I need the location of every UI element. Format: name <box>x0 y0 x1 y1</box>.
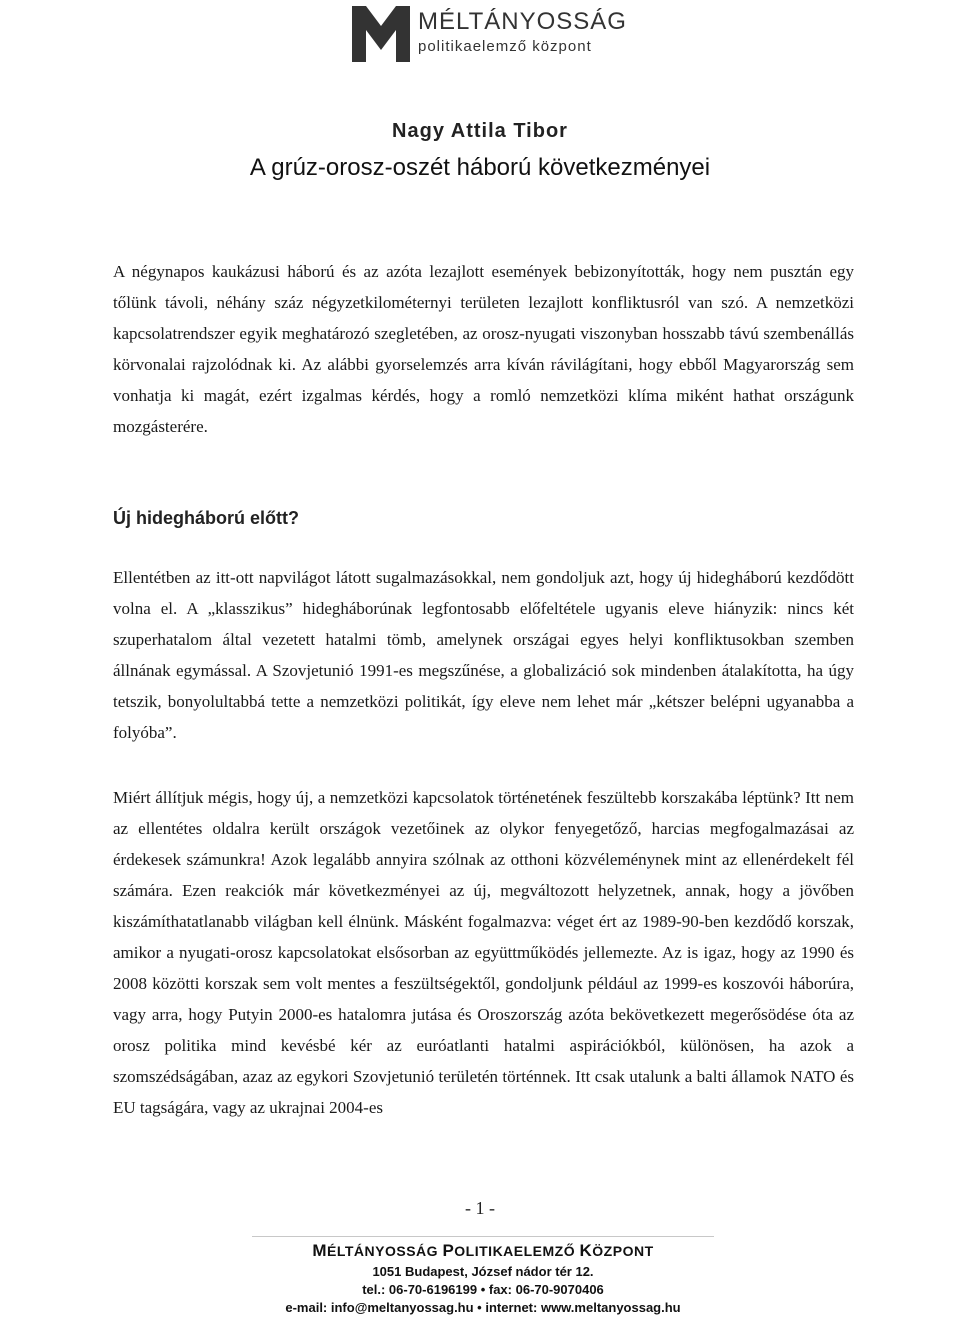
article-title: A grúz-orosz-oszét háború következményei <box>249 154 711 181</box>
footer-address: 1051 Budapest, József nádor tér 12. <box>372 1264 594 1279</box>
logo-subtitle: politikaelemző központ <box>418 38 592 55</box>
paragraph-3: Miért állítjuk mégis, hogy új, a nemzetközi kapcsolatok történetének feszültebb korszakába léptünk? Itt nem az ellentétes oldalra került országok vezetőinek az olykor fenyegetőző, harcias megfogalmazásai az érdekesek számunkra! Azok legalább annyira szólnak az otthoni közvéleménynek mint az ellenérdekelt fél számára. Ezen reakciók már következményei az új, megváltozott helyzetnek, annak, hogy a jövőben kiszámíthatatlanabb világban kell élnünk. Másként fogalmazva: véget ért az 1989-90-ben kezdődő korszak, amikor a nyugati-orosz kapcsolatokat elsősorban az együttműködés jellemezte. Az is igaz, hogy az 1990 és 2008 közötti korszak sem volt mentes a feszültségektől, gondoljunk például az 1999-es koszovói háborúra, vagy arra, hogy Putyin 2000-es hatalomra jutása és Oroszország azóta bekövetkezett megerősödése óta az orosz politika mind kevésbé kér az euróatlanti hatalmi aspirációkból, különösen, ha azok a szomszédságában, azaz az egykori Szovjetunió területén történnek. Itt csak utalunk a balti államok NATO és EU tagságára, vagy az ukrajnai 2004-es <box>113 788 854 1117</box>
paragraph-2: Ellentétben az itt-ott napvilágot látott sugalmazásokkal, nem gondoljuk azt, hogy új hidegháború kezdődött volna el. A „klasszikus” hidegháborúnak legfontosabb előfeltétele ugyanis eleve hiányzik: nincs két szuperhatalom által vezetett hatalmi tömb, amelynek országai egyes helyi konfliktusokban szemben állnának egymással. A Szovjetunió 1991-es megszűnése, a globalizáció sok mindenben átalakította, ha úgy tetszik, bonyolultabbá tette a nemzetközi politikát, így eleve nem lehet már „kétszer belépni ugyanabba a folyóba”. <box>113 568 854 742</box>
author: Nagy Attila Tibor <box>392 120 568 142</box>
page-number: - 1 - <box>465 1198 495 1218</box>
footer <box>252 1236 714 1321</box>
section-heading: Új hidegháború előtt? <box>113 508 299 528</box>
paragraph-intro: A négynapos kaukázusi háború és az azóta lezajlott események bebizonyították, hogy nem pusztán egy tőlünk távoli, néhány száz négyzetkilométernyi területen lezajlott konfliktusról van szó. A nemzetközi kapcsolatrendszer egyik meghatározó szegletében, az orosz-nyugati viszonyban hosszabb távú szembenállás körvonalai rajzolódnak ki. Az alábbi gyorselemzés arra kíván rávilágítani, hogy ebből Magyarország sem vonhatja ki magát, ezért izgalmas kérdés, hogy a romló nemzetközi klíma miként hathat országunk mozgásterére. <box>113 262 854 436</box>
logo-mark-icon <box>352 6 410 62</box>
logo-name: MÉLTÁNYOSSÁG <box>418 8 627 35</box>
logo-text <box>418 8 627 58</box>
footer-org-name: MÉLTÁNYOSSÁG POLITIKAELEMZŐ KÖZPONT <box>312 1241 654 1260</box>
footer-phone: tel.: 06-70-6196199 • fax: 06-70-9070406 <box>362 1282 604 1297</box>
footer-contact: e-mail: info@meltanyossag.hu • internet: www.meltanyossag.hu <box>285 1300 681 1315</box>
